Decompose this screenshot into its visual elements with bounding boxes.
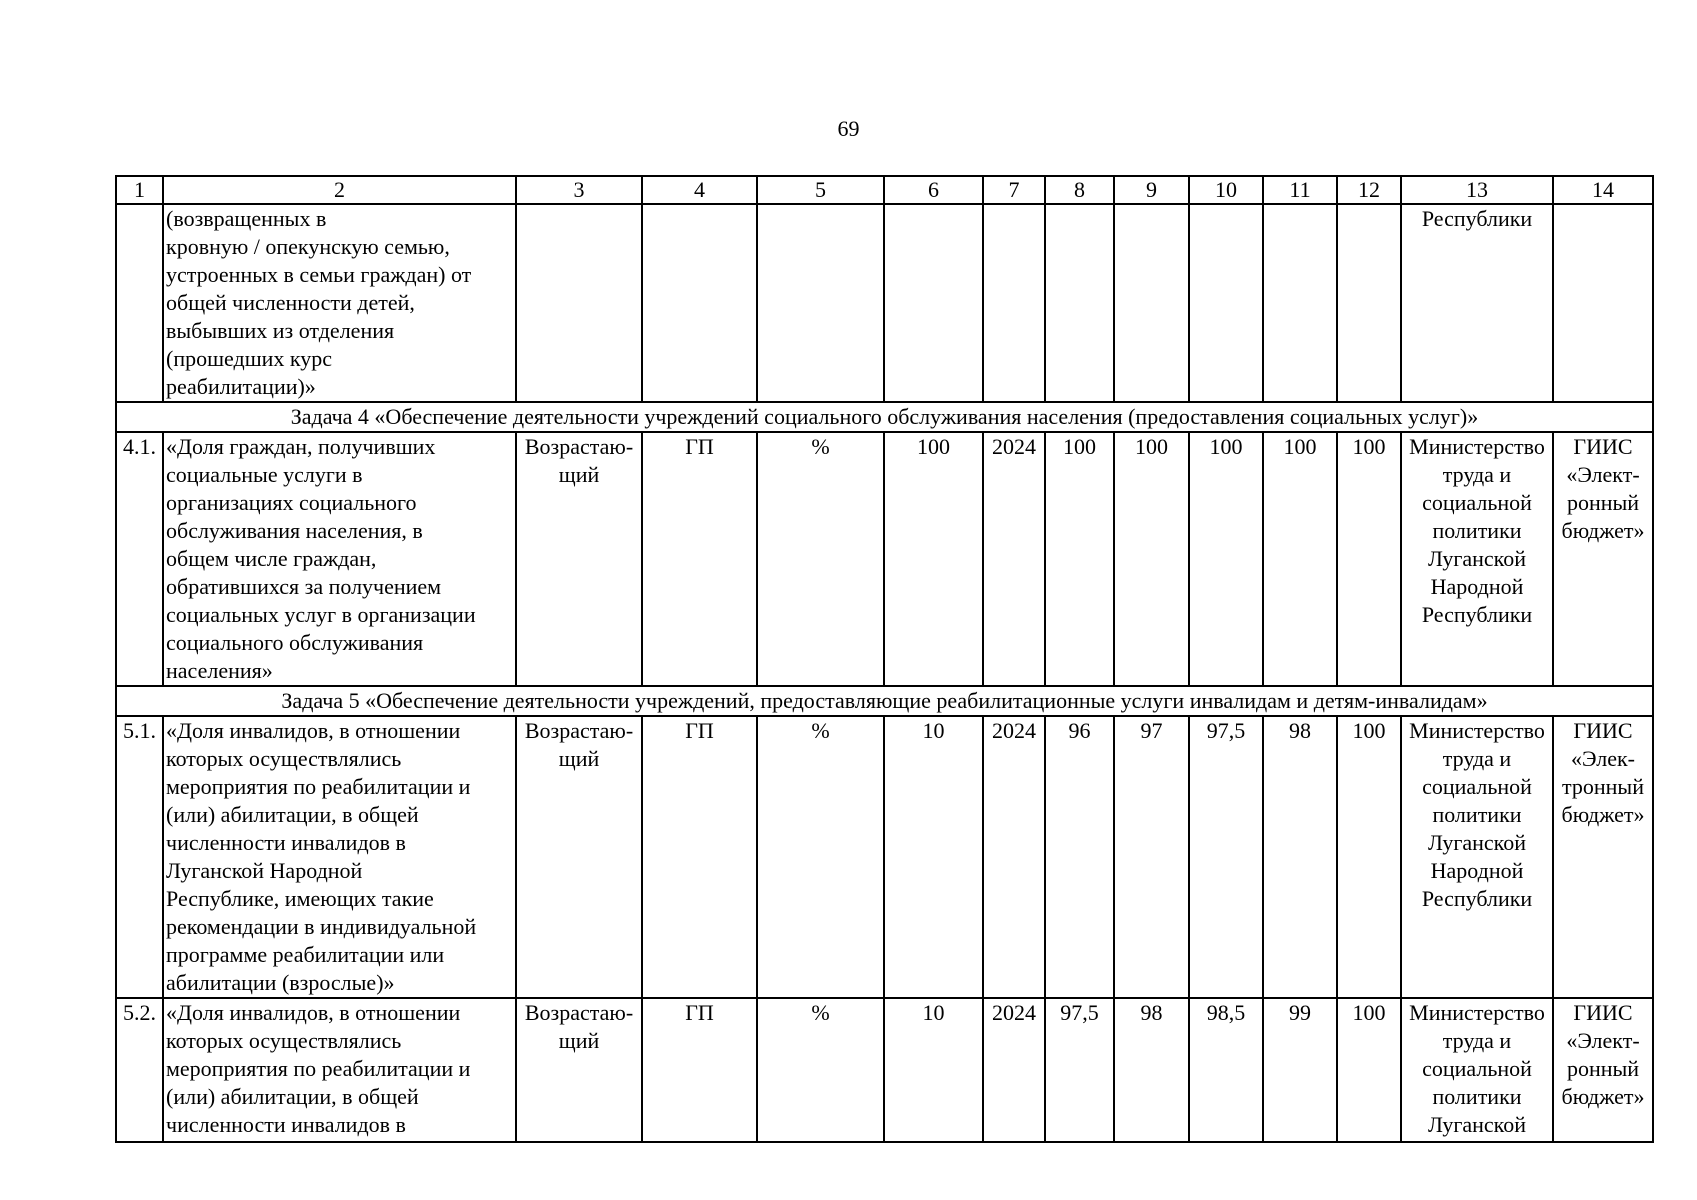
cell: [757, 204, 884, 402]
text-line: «Доля граждан, получивших: [166, 434, 436, 459]
info-system-cell: [1553, 432, 1653, 686]
header-row: [116, 176, 1653, 204]
text-line: общей численности детей,: [166, 290, 415, 315]
text-line: Возрастаю-: [524, 1000, 634, 1025]
value-cell: 100: [1189, 432, 1263, 686]
value-cell: 100: [1337, 716, 1401, 998]
header-cell: 14: [1553, 176, 1653, 204]
page-number: 69: [837, 116, 860, 141]
task-5-row: [116, 686, 1653, 716]
year-cell: 2024: [983, 432, 1045, 686]
text-line: Министерство: [1409, 434, 1545, 459]
header-cell: 3: [516, 176, 642, 204]
text-line: численности инвалидов в: [166, 1112, 406, 1137]
text-line: программе реабилитации или: [166, 942, 445, 967]
text-line: реабилитации)»: [166, 374, 316, 399]
cell: [1263, 204, 1337, 402]
text-line: труда и: [1442, 746, 1512, 771]
text-line: Народной: [1430, 858, 1524, 883]
continuation-row: [116, 204, 1653, 402]
header-cell: 7: [983, 176, 1045, 204]
header-cell: 12: [1337, 176, 1401, 204]
text-line: «Доля инвалидов, в отношении: [166, 718, 461, 743]
text-line: которых осуществлялись: [166, 1028, 402, 1053]
cell: [983, 204, 1045, 402]
value-cell: 100: [1337, 432, 1401, 686]
text-line: Республики: [1421, 206, 1533, 231]
trend-cell: [516, 432, 642, 686]
value-cell: 98,5: [1189, 998, 1263, 1142]
cell: [1553, 204, 1653, 402]
cell: [1045, 204, 1114, 402]
text-line: ронный: [1566, 490, 1640, 515]
header-cell: 13: [1401, 176, 1553, 204]
text-line: (возвращенных в: [166, 206, 327, 231]
value-cell: 97,5: [1189, 716, 1263, 998]
indicator-name-cell: [163, 998, 516, 1142]
text-line: социальной: [1422, 490, 1532, 515]
table-row: [116, 432, 1653, 686]
text-line: общем числе граждан,: [166, 546, 377, 571]
text-line: Луганской Народной: [166, 858, 363, 883]
text-line: щий: [558, 1028, 600, 1053]
year-cell: 2024: [983, 998, 1045, 1142]
text-line: щий: [558, 462, 600, 487]
text-line: социальных услуг в организации: [166, 602, 476, 627]
task-5-heading: Задача 5 «Обеспечение деятельности учреждений, предоставляющие реабилитационные услуги инвалидам и детям-инвалидам»: [116, 686, 1653, 716]
table-row: [116, 998, 1653, 1142]
responsible-cell: [1401, 716, 1553, 998]
value-cell: 96: [1045, 716, 1114, 998]
cell: [1189, 204, 1263, 402]
cell: [1337, 204, 1401, 402]
text-line: Луганской: [1427, 546, 1527, 571]
text-line: Министерство: [1409, 1000, 1545, 1025]
text-line: политики: [1432, 518, 1522, 543]
cell: [884, 204, 983, 402]
text-line: мероприятия по реабилитации и: [166, 774, 471, 799]
text-line: устроенных в семьи граждан) от: [166, 262, 472, 287]
header-cell: 1: [116, 176, 163, 204]
header-cell: 10: [1189, 176, 1263, 204]
num-cell: 5.1.: [116, 716, 163, 998]
text-line: рекомендации в индивидуальной: [166, 914, 477, 939]
text-line: «Элект-: [1566, 1028, 1640, 1053]
num-cell: 4.1.: [116, 432, 163, 686]
responsible-cell: [1401, 998, 1553, 1142]
task-4-row: [116, 402, 1653, 432]
info-system-cell: [1553, 998, 1653, 1142]
text-line: обслуживания населения, в: [166, 518, 423, 543]
header-cell: 8: [1045, 176, 1114, 204]
trend-cell: [516, 998, 642, 1142]
value-cell: 98: [1114, 998, 1189, 1142]
num-cell: 5.2.: [116, 998, 163, 1142]
header-cell: 5: [757, 176, 884, 204]
text-line: Республики: [1421, 886, 1533, 911]
base-value-cell: 10: [884, 716, 983, 998]
text-line: (прошедших курс: [166, 346, 333, 371]
text-line: ГИИС: [1573, 434, 1633, 459]
text-line: бюджет»: [1561, 1084, 1645, 1109]
indicator-name-cell: [163, 716, 516, 998]
table-row: [116, 716, 1653, 998]
text-line: политики: [1432, 1084, 1522, 1109]
text-line: ГИИС: [1573, 718, 1633, 743]
type-cell: ГП: [642, 716, 757, 998]
indicator-name-cell: [163, 204, 516, 402]
value-cell: 98: [1263, 716, 1337, 998]
value-cell: 100: [1045, 432, 1114, 686]
header-cell: 4: [642, 176, 757, 204]
num-cell: [116, 204, 163, 402]
type-cell: ГП: [642, 432, 757, 686]
text-line: тронный: [1562, 774, 1644, 799]
indicator-name-cell: [163, 432, 516, 686]
text-line: Луганской: [1427, 1112, 1527, 1137]
header-cell: 9: [1114, 176, 1189, 204]
responsible-cell: [1401, 432, 1553, 686]
text-line: бюджет»: [1561, 518, 1645, 543]
text-line: Министерство: [1409, 718, 1545, 743]
text-line: кровную / опекунскую семью,: [166, 234, 450, 259]
trend-cell: [516, 716, 642, 998]
text-line: организациях социального: [166, 490, 417, 515]
text-line: населения»: [166, 658, 273, 683]
text-line: политики: [1432, 802, 1522, 827]
indicators-table: [115, 175, 1654, 1143]
value-cell: 97: [1114, 716, 1189, 998]
text-line: социальные услуги в: [166, 462, 363, 487]
text-line: мероприятия по реабилитации и: [166, 1056, 471, 1081]
text-line: (или) абилитации, в общей: [166, 802, 419, 827]
task-4-heading: Задача 4 «Обеспечение деятельности учреждений социального обслуживания населения (предоставления социальных услуг)»: [116, 402, 1653, 432]
text-line: бюджет»: [1561, 802, 1645, 827]
value-cell: 100: [1263, 432, 1337, 686]
text-line: (или) абилитации, в общей: [166, 1084, 419, 1109]
year-cell: 2024: [983, 716, 1045, 998]
text-line: Республики: [1421, 602, 1533, 627]
value-cell: 100: [1114, 432, 1189, 686]
text-line: труда и: [1442, 1028, 1512, 1053]
header-cell: 6: [884, 176, 983, 204]
value-cell: 97,5: [1045, 998, 1114, 1142]
cell: [642, 204, 757, 402]
text-line: «Доля инвалидов, в отношении: [166, 1000, 461, 1025]
value-cell: 100: [1337, 998, 1401, 1142]
text-line: абилитации (взрослые)»: [166, 970, 395, 995]
text-line: Возрастаю-: [524, 434, 634, 459]
unit-cell: %: [757, 998, 884, 1142]
header-cell: 2: [163, 176, 516, 204]
text-line: «Элек-: [1571, 746, 1635, 771]
base-value-cell: 100: [884, 432, 983, 686]
info-system-cell: [1553, 716, 1653, 998]
type-cell: ГП: [642, 998, 757, 1142]
text-line: Республике, имеющих такие: [166, 886, 434, 911]
text-line: социальной: [1422, 1056, 1532, 1081]
unit-cell: %: [757, 716, 884, 998]
text-line: ронный: [1566, 1056, 1640, 1081]
text-line: социального обслуживания: [166, 630, 424, 655]
cell: [516, 204, 642, 402]
text-line: труда и: [1442, 462, 1512, 487]
responsible-cell: [1401, 204, 1553, 402]
text-line: Возрастаю-: [524, 718, 634, 743]
text-line: обратившихся за получением: [166, 574, 442, 599]
cell: [1114, 204, 1189, 402]
text-line: которых осуществлялись: [166, 746, 402, 771]
base-value-cell: 10: [884, 998, 983, 1142]
text-line: «Элект-: [1566, 462, 1640, 487]
text-line: Народной: [1430, 574, 1524, 599]
text-line: щий: [558, 746, 600, 771]
text-line: выбывших из отделения: [166, 318, 395, 343]
text-line: Луганской: [1427, 830, 1527, 855]
unit-cell: %: [757, 432, 884, 686]
text-line: социальной: [1422, 774, 1532, 799]
header-cell: 11: [1263, 176, 1337, 204]
text-line: ГИИС: [1573, 1000, 1633, 1025]
text-line: численности инвалидов в: [166, 830, 406, 855]
value-cell: 99: [1263, 998, 1337, 1142]
